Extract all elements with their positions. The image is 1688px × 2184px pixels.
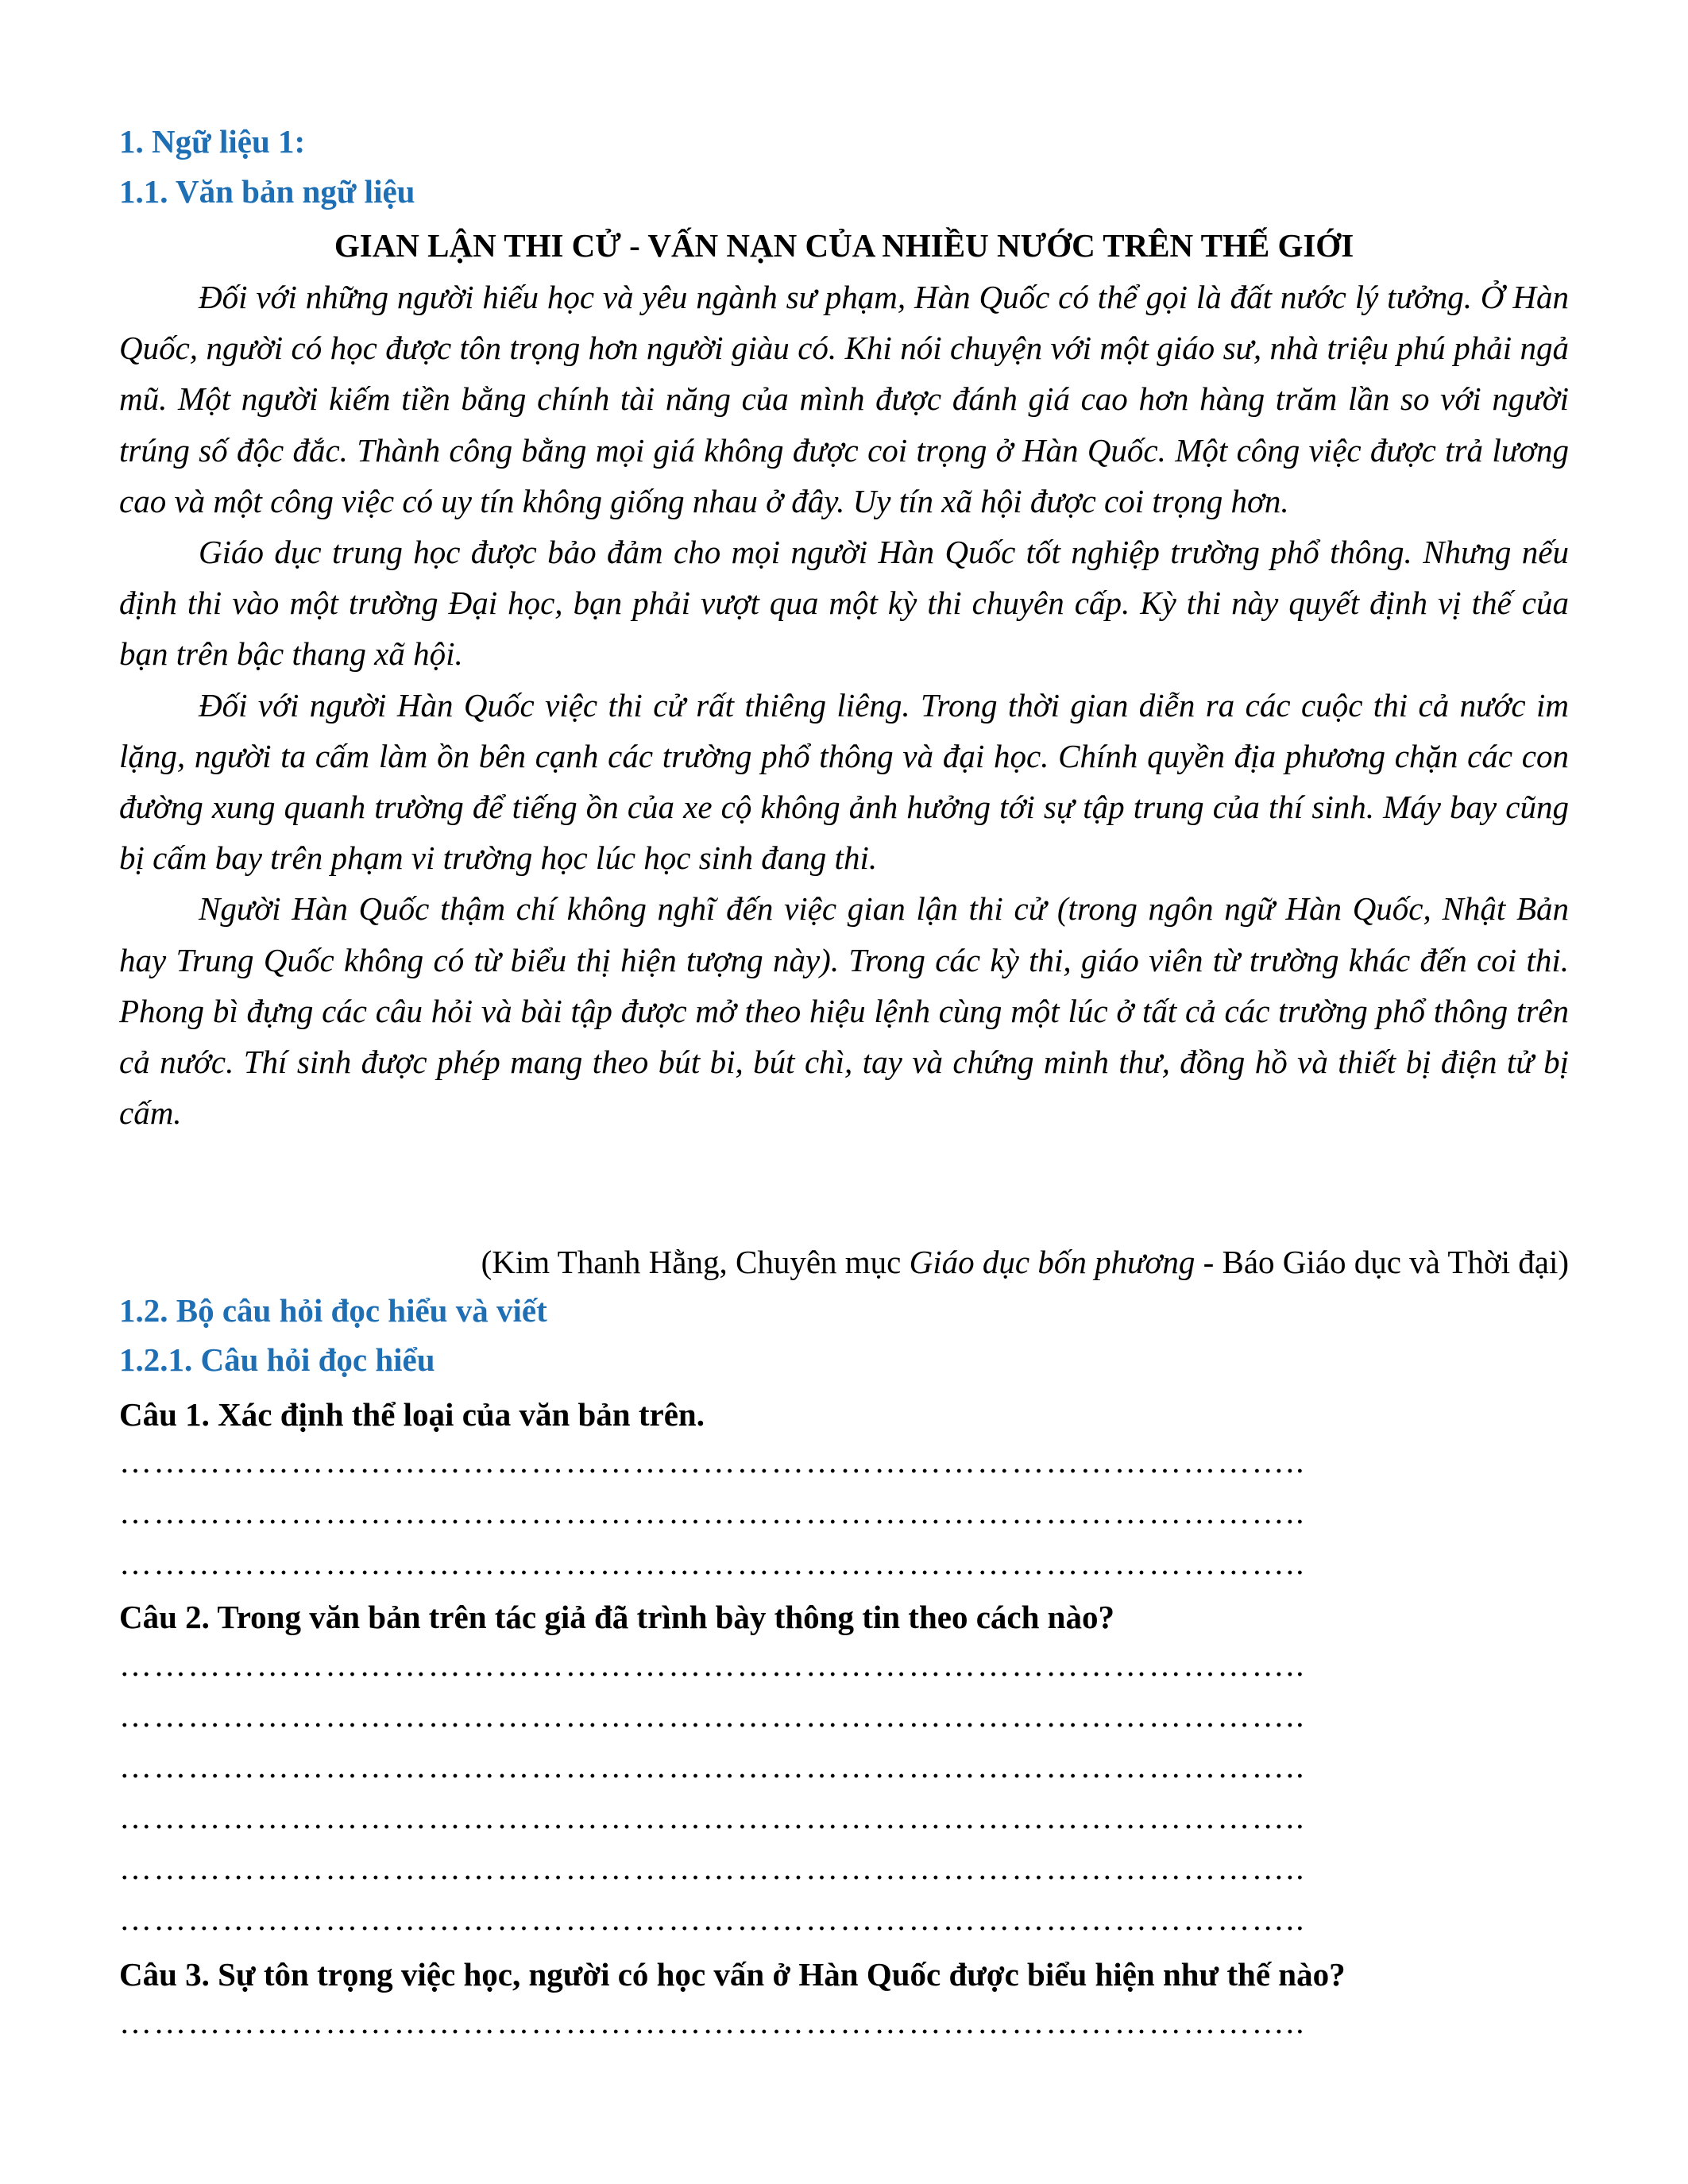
- section1-heading: 1. Ngữ liệu 1:: [119, 123, 306, 160]
- answer-line[interactable]: …………………………………………………………………………………………..: [119, 1646, 1306, 1683]
- article-body: [119, 272, 1569, 1138]
- source-suffix: - Báo Giáo dục và Thời đại): [1195, 1244, 1569, 1280]
- section1-2-1-heading: 1.2.1. Câu hỏi đọc hiểu: [119, 1341, 435, 1378]
- answer-line[interactable]: …………………………………………………………………………………………..: [119, 1900, 1306, 1937]
- answer-line[interactable]: …………………………………………………………………………………………..: [119, 1799, 1306, 1835]
- answer-line[interactable]: …………………………………………………………………………………………..: [119, 1443, 1306, 1480]
- answer-line[interactable]: …………………………………………………………………………………………..: [119, 2004, 1306, 2040]
- section1-2-heading: 1.2. Bộ câu hỏi đọc hiểu và viết: [119, 1292, 547, 1329]
- article-source: [481, 1243, 1569, 1281]
- answer-line[interactable]: …………………………………………………………………………………………..: [119, 1494, 1306, 1530]
- question-1: Câu 1. Xác định thể loại của văn bản trên.: [119, 1396, 705, 1433]
- section1-1-heading: 1.1. Văn bản ngữ liệu: [119, 173, 415, 210]
- answer-line[interactable]: …………………………………………………………………………………………..: [119, 1748, 1306, 1785]
- article-paragraph: Đối với người Hàn Quốc việc thi cử rất thiêng liêng. Trong thời gian diễn ra các cuộc thi cả nước im lặng, người ta cấm làm ồn bên cạnh các trường phổ thông và đại học. Chính quyền địa phương chặn các con đường xung quanh trường để tiếng ồn của xe cộ không ảnh hưởng tới sự tập trung của thí sinh. Máy bay cũng bị cấm bay trên phạm vi trường học lúc học sinh đang thi.: [119, 686, 1569, 877]
- answer-line[interactable]: …………………………………………………………………………………………..: [119, 1697, 1306, 1734]
- source-prefix: (Kim Thanh Hằng, Chuyên mục: [481, 1244, 910, 1280]
- article-paragraph: Người Hàn Quốc thậm chí không nghĩ đến việc gian lận thi cử (trong ngôn ngữ Hàn Quốc, Nhật Bản hay Trung Quốc không có từ biểu thị hiện tượng này). Trong các kỳ thi, giáo viên từ trường khác đến coi thi. Phong bì đựng các câu hỏi và bài tập được mở theo hiệu lệnh cùng một lúc ở tất cả các trường phổ thông trên cả nước. Thí sinh được phép mang theo bút bi, bút chì, tay và chứng minh thư, đồng hồ và thiết bị điện tử bị cấm.: [119, 890, 1569, 1132]
- answer-line[interactable]: …………………………………………………………………………………………..: [119, 1545, 1306, 1581]
- article-paragraph: Đối với những người hiếu học và yêu ngành sư phạm, Hàn Quốc có thể gọi là đất nước lý tưởng. Ở Hàn Quốc, người có học được tôn trọng hơn người giàu có. Khi nói chuyện với một giáo sư, nhà triệu phú phải ngả mũ. Một người kiếm tiền bằng chính tài năng của mình được đánh giá cao hơn hàng trăm lần so với người trúng số độc đắc. Thành công bằng mọi giá không được coi trọng ở Hàn Quốc. Một công việc được trả lương cao và một công việc có uy tín không giống nhau ở đây. Uy tín xã hội được coi trọng hơn.: [119, 279, 1569, 519]
- article-title: GIAN LẬN THI CỬ - VẤN NẠN CỦA NHIỀU NƯỚC TRÊN THẾ GIỚI: [334, 227, 1354, 264]
- article-paragraph: Giáo dục trung học được bảo đảm cho mọi người Hàn Quốc tốt nghiệp trường phổ thông. Nhưng nếu định thi vào một trường Đại học, bạn phải vượt qua một kỳ thi chuyên cấp. Kỳ thi này quyết định vị thế của bạn trên bậc thang xã hội.: [119, 534, 1569, 673]
- question-3: Câu 3. Sự tôn trọng việc học, người có học vấn ở Hàn Quốc được biểu hiện như thế nào?: [119, 1956, 1346, 1993]
- source-column: Giáo dục bốn phương: [909, 1244, 1196, 1280]
- question-2: Câu 2. Trong văn bản trên tác giả đã trình bày thông tin theo cách nào?: [119, 1599, 1114, 1635]
- answer-line[interactable]: …………………………………………………………………………………………..: [119, 1850, 1306, 1886]
